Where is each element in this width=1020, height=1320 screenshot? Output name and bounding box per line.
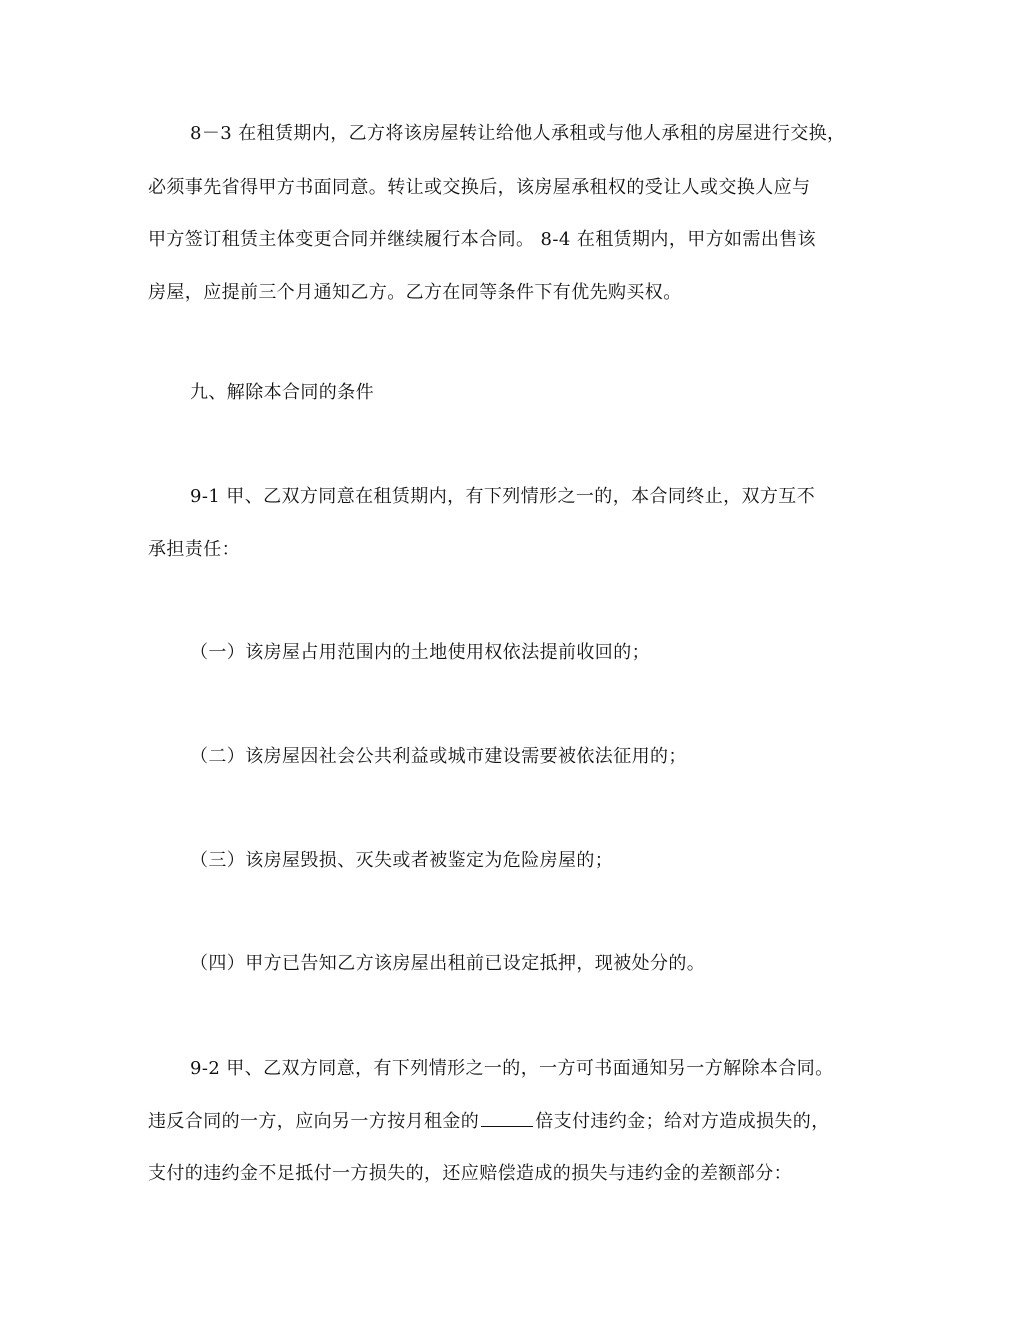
clause-8-3-line-2: 必须事先省得甲方书面同意。转让或交换后，该房屋承租权的受让人或交换人应与 [148,177,811,198]
list-item: （四）甲方已告知乙方该房屋出租前已设定抵押，现被处分的。 [190,953,706,974]
clause-8-3-line-3: 甲方签订租赁主体变更合同并继续履行本合同。 8-4 在租赁期内，甲方如需出售该 [148,229,817,250]
list-item: （二）该房屋因社会公共利益或城市建设需要被依法征用的； [190,746,687,767]
clause-8-3-line-4: 房屋，应提前三个月通知乙方。乙方在同等条件下有优先购买权。 [148,282,682,303]
clause-8-3-line-1: 8－3 在租赁期内，乙方将该房屋转让给他人承租或与他人承租的房屋进行交换， [190,123,846,144]
clause-9-2-line-2-after: 倍支付违约金；给对方造成损失的， [535,1111,830,1132]
clause-9-2-line-2 [148,1110,830,1134]
clause-9-1-line-1: 9-1 甲、乙双方同意在租赁期内，有下列情形之一的，本合同终止，双方互不 [190,486,816,507]
list-item: （三）该房屋毁损、灭失或者被鉴定为危险房屋的； [190,850,614,871]
penalty-multiplier-blank [481,1110,533,1127]
section-9-heading: 九、解除本合同的条件 [190,382,374,403]
clause-9-2-line-3: 支付的违约金不足抵付一方损失的，还应赔偿造成的损失与违约金的差额部分： [148,1163,792,1184]
list-item: （一）该房屋占用范围内的土地使用权依法提前收回的； [190,642,650,663]
clause-9-2-line-1: 9-2 甲、乙双方同意，有下列情形之一的，一方可书面通知另一方解除本合同。 [190,1058,834,1079]
clause-9-1-line-2: 承担责任： [148,539,240,560]
clause-9-2-line-2-before: 违反合同的一方，应向另一方按月租金的 [148,1111,480,1132]
